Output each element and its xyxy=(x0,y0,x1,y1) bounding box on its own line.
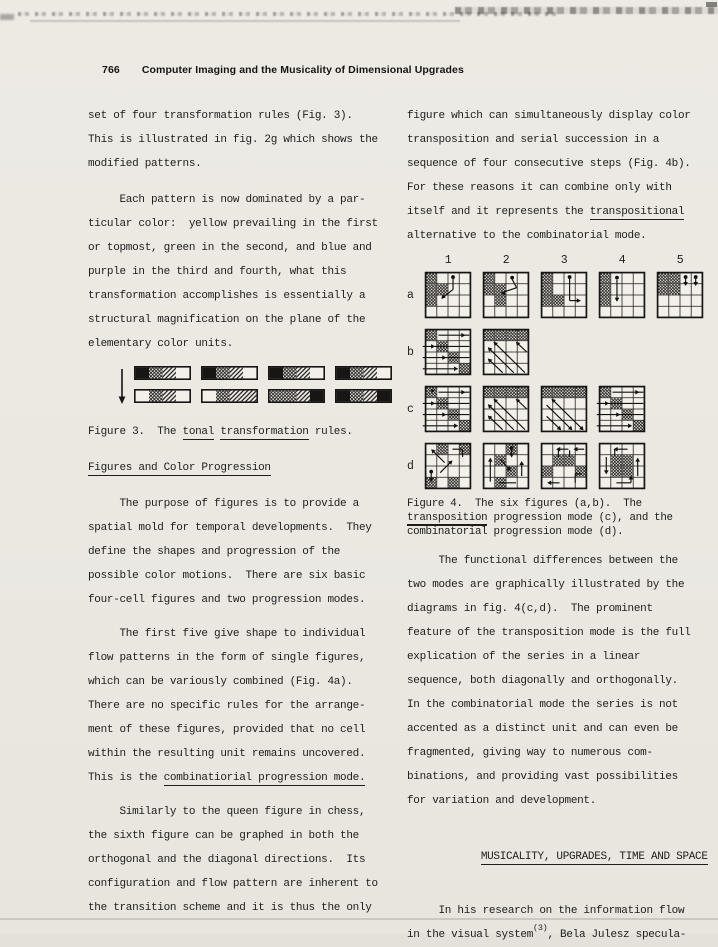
row-label: c xyxy=(407,402,414,416)
scan-artifact xyxy=(0,14,14,20)
scan-artifact xyxy=(455,7,718,14)
text-line: purple in the third and fourth, what this xyxy=(88,266,347,278)
figure-4-row-c xyxy=(407,383,715,435)
row-label: d xyxy=(407,459,414,473)
text-line: within the resulting unit remains uncovered. xyxy=(88,748,366,760)
text-line: The purpose of figures is to provide a xyxy=(88,498,359,510)
text-segment: tonal xyxy=(182,426,215,438)
figure4-grid xyxy=(596,440,648,492)
text-line xyxy=(407,200,715,224)
caption-line xyxy=(88,420,404,444)
figure3-bar-row xyxy=(134,389,392,403)
caption-line xyxy=(407,512,715,526)
figure-4-column-numbers xyxy=(407,252,715,267)
text-line: There are no specific rules for the arrange- xyxy=(88,700,366,712)
column-number: 3 xyxy=(560,254,568,267)
text-line: for variation and development. xyxy=(407,795,597,808)
text-line: The functional differences between the xyxy=(407,555,678,568)
text-line: alternative to the combinatorial mode. xyxy=(407,230,647,242)
text-line: flow patterns in the form of single figures, xyxy=(88,652,366,664)
text-segment: This is the xyxy=(88,772,164,784)
text-line: diagrams in fig. 4(c,d). The prominent xyxy=(407,603,653,616)
column-number: 5 xyxy=(676,254,684,267)
figure-3-bars xyxy=(134,366,392,403)
text-segment: transformation xyxy=(220,426,309,438)
text-segment: transpositional xyxy=(589,206,685,218)
text-line: the transition scheme and it is thus the only xyxy=(88,902,372,914)
text-segment: progression mode (d). xyxy=(487,525,624,538)
row-label: a xyxy=(407,288,414,302)
figure3-bar-row xyxy=(134,366,392,380)
text-line: The first five give shape to individual xyxy=(88,628,366,640)
text-segment: (3) xyxy=(533,923,548,934)
page-number: 766 xyxy=(102,64,120,76)
figure3-bar xyxy=(335,389,392,403)
text-line: feature of the transposition mode is the full xyxy=(407,627,691,640)
figure-3 xyxy=(88,366,404,406)
text-line: structural magnification on the plane of the xyxy=(88,314,366,326)
text-line: two modes are graphically illustrated by the xyxy=(407,579,685,592)
figure4-grid xyxy=(480,440,532,492)
text-line: possible color motions. There are six basic xyxy=(88,570,366,582)
text-segment: rules. xyxy=(308,426,353,438)
figure4-grid xyxy=(422,383,474,435)
paragraph xyxy=(88,104,404,176)
text-line: Similarly to the queen figure in chess, xyxy=(88,806,366,818)
figure3-bar xyxy=(201,366,258,380)
section-heading-text: MUSICALITY, UPGRADES, TIME AND SPACE xyxy=(480,851,708,864)
text-segment: combinatiorial progression mode. xyxy=(163,772,366,784)
text-line xyxy=(88,766,404,790)
text-segment: in the visual system xyxy=(407,929,534,942)
figure4-grid xyxy=(480,383,532,435)
figure3-bar xyxy=(134,389,191,403)
column-number: 4 xyxy=(618,254,626,267)
paragraph xyxy=(88,622,404,790)
text-line: four-cell figures and two progression modes. xyxy=(88,594,366,606)
paragraph xyxy=(88,188,404,356)
figure4-grid xyxy=(480,326,532,378)
paragraph xyxy=(407,104,715,248)
page-header xyxy=(102,64,464,76)
text-line: define the shapes and progression of the xyxy=(88,546,341,558)
section-heading-figures xyxy=(88,456,404,480)
caption-line: Figure 4. The six figures (a,b). The xyxy=(407,498,642,510)
figure3-bar xyxy=(268,389,325,403)
figure4-grid xyxy=(422,269,474,321)
down-arrow-icon xyxy=(116,366,129,406)
text-line: ticular color: yellow prevailing in the first xyxy=(88,218,378,230)
figure3-bar xyxy=(268,366,325,380)
running-title: Computer Imaging and the Musicality of Dimensional Upgrades xyxy=(141,64,464,76)
paragraph xyxy=(88,800,404,920)
figure4-grid xyxy=(538,383,590,435)
text-line: In his research on the information flow xyxy=(407,905,685,918)
text-line: binations, and providing vast possibilities xyxy=(407,771,678,784)
text-line: or topmost, green in the second, and blue and xyxy=(88,242,372,254)
text-line: sequence of four consecutive steps (Fig. 4b). xyxy=(407,158,691,170)
section-heading-text: Figures and Color Progression xyxy=(88,462,271,474)
caption-line xyxy=(407,526,715,540)
figure4-grid xyxy=(538,440,590,492)
text-line: This is illustrated in fig. 2g which shows the xyxy=(88,134,378,146)
text-line: the sixth figure can be graphed in both the xyxy=(88,830,359,842)
left-column xyxy=(88,104,404,920)
figure4-grid xyxy=(596,269,648,321)
right-column xyxy=(407,104,715,947)
text-segment: itself and it represents the xyxy=(407,206,590,218)
figure4-grid xyxy=(538,269,590,321)
figure-4-row-a xyxy=(407,269,715,321)
text-line: ment of these figures, provided that no cell xyxy=(88,724,366,736)
text-line: configuration and flow pattern are inherent to xyxy=(88,878,378,890)
text-segment: Figure 3. The xyxy=(88,426,183,438)
text-line: accented as a distinct unit and can even be xyxy=(407,723,678,736)
text-line: transformation accomplishes is essentially a xyxy=(88,290,366,302)
figure3-bar xyxy=(201,389,258,403)
text-line: For these reasons it can combine only with xyxy=(407,182,672,194)
figure-3-caption xyxy=(88,420,404,444)
text-line: spatial mold for temporal developments. They xyxy=(88,522,372,534)
text-line: explication of the series in a linear xyxy=(407,651,641,664)
scan-artifact xyxy=(30,20,460,22)
row-label: b xyxy=(407,345,414,359)
text-line: orthogonal and the diagonal directions. Its xyxy=(88,854,366,866)
text-line: transposition and serial succession in a xyxy=(407,134,660,146)
column-number: 2 xyxy=(502,254,510,267)
text-line: In the combinatorial mode the series is not xyxy=(407,699,678,712)
text-line: fragmented, giving way to numerous com- xyxy=(407,747,653,760)
figure-4-row-d xyxy=(407,440,715,492)
figure4-grid xyxy=(480,269,532,321)
figure4-grid xyxy=(422,326,474,378)
figure-4-caption xyxy=(407,498,715,539)
figure-4 xyxy=(407,252,715,492)
text-line xyxy=(407,923,715,947)
text-line: figure which can simultaneously display color xyxy=(407,110,691,122)
text-segment: transposition xyxy=(407,511,488,524)
figure-4-row-b xyxy=(407,326,715,378)
text-line: modified patterns. xyxy=(88,158,202,170)
paragraph xyxy=(407,549,715,813)
figure4-grid xyxy=(422,440,474,492)
paragraph xyxy=(407,899,715,947)
figure4-grid xyxy=(596,383,648,435)
text-segment: , Bela Julesz specula- xyxy=(547,929,687,942)
figure4-grid xyxy=(654,269,706,321)
text-line: elementary color units. xyxy=(88,338,233,350)
text-line: sequence, both diagonally and orthogonally. xyxy=(407,675,678,688)
text-segment: combinatorial xyxy=(407,525,488,538)
figure3-bar xyxy=(335,366,392,380)
text-line: which can be variously combined (Fig. 4a). xyxy=(88,676,353,688)
text-line: Each pattern is now dominated by a par- xyxy=(88,194,366,206)
scan-artifact xyxy=(706,2,717,7)
column-number: 1 xyxy=(444,254,452,267)
paragraph xyxy=(88,492,404,612)
section-heading-musicality xyxy=(407,821,715,893)
figure3-bar xyxy=(134,366,191,380)
text-segment: progression mode (c), and the xyxy=(487,511,673,524)
text-line: set of four transformation rules (Fig. 3). xyxy=(88,110,353,122)
